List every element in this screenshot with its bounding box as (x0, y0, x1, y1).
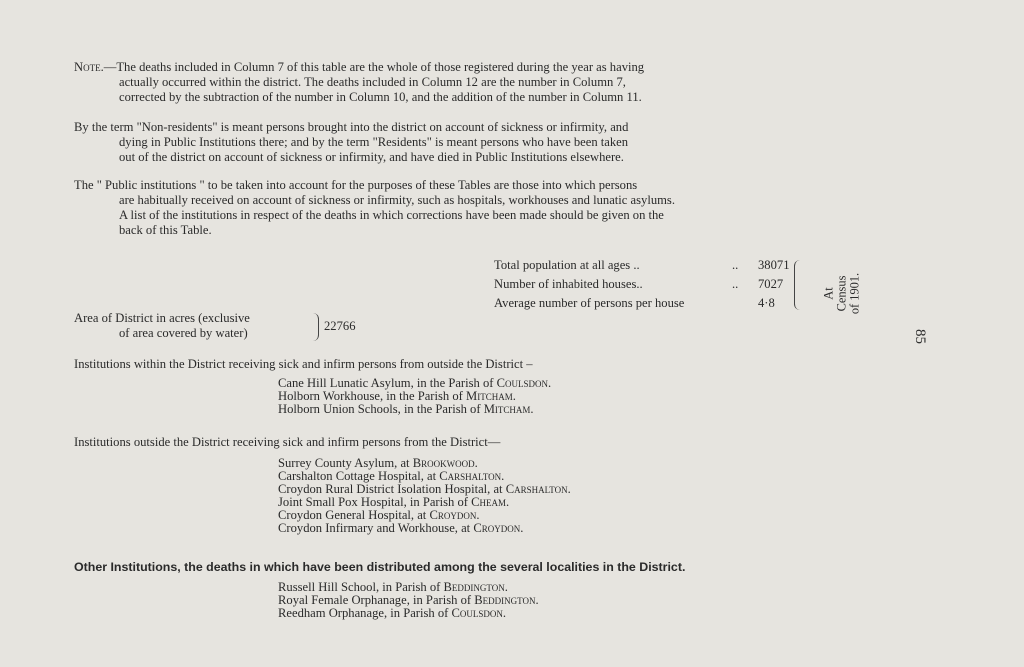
public-institutions-line: A list of the institutions in respect of the deaths in which corrections have been made should be given on the (119, 208, 664, 222)
note-lead: Note. (74, 60, 104, 74)
page-number: 85 (912, 329, 928, 344)
area-value: 22766 (324, 319, 356, 333)
list-item: Cane Hill Lunatic Asylum, in the Parish of Coulsdon. (278, 376, 552, 390)
census-text (823, 262, 862, 326)
other-heading: Other Institutions, the deaths in which have been distributed among the several localities in the District. (74, 560, 686, 574)
nonresidents-line: dying in Public Institutions there; and by the term "Residents" is meant persons who have been taken (119, 135, 629, 149)
public-institutions-paragraph (74, 178, 860, 238)
list-item: Reedham Orphanage, in Parish of Coulsdon. (278, 606, 507, 620)
list-item: Croydon Rural District Isolation Hospital, at Carshalton. (278, 482, 571, 496)
area-label-line: of area covered by water) (119, 326, 248, 340)
population-value: 38071 (758, 258, 790, 272)
population-label: Average number of persons per house (494, 296, 685, 310)
census-line: of 1901. (847, 272, 862, 315)
population-brace (794, 260, 805, 310)
public-institutions-line: back of this Table. (119, 223, 212, 237)
within-list (278, 377, 551, 416)
census-line: Census (834, 275, 849, 312)
census-line: At (821, 287, 836, 300)
nonresidents-line: out of the district on account of sickness or infirmity, and have died in Public Institutions elsewhere. (119, 150, 624, 164)
population-label: Total population at all ages .. (494, 258, 640, 272)
list-item: Croydon Infirmary and Workhouse, at Croydon. (278, 521, 524, 535)
area-label-line: Area of District in acres (exclusive (74, 311, 250, 325)
population-value: 4·8 (758, 296, 775, 310)
other-list (278, 581, 539, 620)
list-item: Carshalton Cottage Hospital, at Carshalton. (278, 469, 505, 483)
outside-heading: Institutions outside the District receiving sick and infirm persons from the District— (74, 435, 501, 449)
note-first-line: Note.—The deaths included in Column 7 of this table are the whole of those registered during the year as having (74, 60, 645, 74)
list-item: Surrey County Asylum, at Brookwood. (278, 456, 478, 470)
within-heading: Institutions within the District receiving sick and infirm persons from outside the District – (74, 357, 533, 371)
outside-list (278, 457, 571, 535)
note-line: actually occurred within the district. The deaths included in Column 12 are the number in Column 7, (119, 75, 626, 89)
list-item: Russell Hill School, in Parish of Beddington. (278, 580, 508, 594)
nonresidents-first-line: By the term "Non-residents" is meant persons brought into the district on account of sickness or infirmity, and (74, 120, 629, 134)
note-paragraph (74, 60, 860, 105)
area-brace (310, 313, 319, 341)
nonresidents-paragraph (74, 120, 860, 165)
population-dots: .. (732, 277, 739, 291)
list-item: Croydon General Hospital, at Croydon. (278, 508, 480, 522)
note-line: corrected by the subtraction of the number in Column 10, and the addition of the number in Column 11. (119, 90, 642, 104)
public-institutions-first-line: The " Public institutions " to be taken into account for the purposes of these Tables are those into which persons (74, 178, 638, 192)
list-item: Holborn Union Schools, in the Parish of Mitcham. (278, 402, 534, 416)
population-value: 7027 (758, 277, 784, 291)
census-note (822, 254, 862, 318)
list-item: Royal Female Orphanage, in Parish of Beddington. (278, 593, 539, 607)
area-block (74, 311, 356, 341)
population-dots: .. (732, 258, 739, 272)
population-label: Number of inhabited houses.. (494, 277, 643, 291)
list-item: Holborn Workhouse, in the Parish of Mitcham. (278, 389, 516, 403)
list-item: Joint Small Pox Hospital, in Parish of Cheam. (278, 495, 510, 509)
public-institutions-line: are habitually received on account of sickness or infirmity, such as hospitals, workhouses and lunatic asylums. (119, 193, 675, 207)
